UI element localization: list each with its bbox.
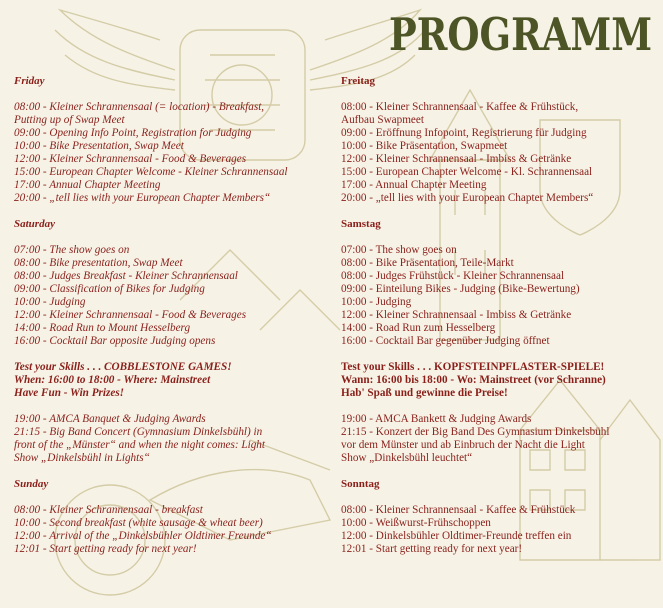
games-line: Have Fun - Win Prizes! <box>14 387 125 399</box>
list-item: 07:00 - The show goes on <box>14 244 130 256</box>
list-item: 10:00 - Second breakfast (white sausage & wheat beer) <box>14 517 263 529</box>
list-item: 10:00 - Weißwurst-Frühschoppen <box>341 517 491 529</box>
list-item: 08:00 - Judges Frühstück - Kleiner Schrannensaal <box>341 270 565 282</box>
list-item: 20:00 - „tell lies with your European Chapter Members“ <box>14 192 271 204</box>
list-item: Show „Dinkelsbühl leuchtet“ <box>341 452 473 464</box>
list-item: 08:00 - Kleiner Schrannensaal - Kaffee & Frühstück <box>341 504 576 516</box>
program-german <box>341 75 659 556</box>
list-item: 12:00 - Kleiner Schrannensaal - Imbiss & Getränke <box>341 309 572 321</box>
list-item: 09:00 - Eröffnung Infopoint, Registrierung für Judging <box>341 127 587 139</box>
list-item: 17:00 - Annual Chapter Meeting <box>14 179 161 191</box>
list-item: 08:00 - Kleiner Schrannensaal - Kaffee & Frühstück, <box>341 101 579 113</box>
list-item: 10:00 - Bike Presentation, Swap Meet <box>14 140 184 152</box>
list-item: 14:00 - Road Run to Mount Hesselberg <box>14 322 191 334</box>
list-item: 09:00 - Classification of Bikes for Judging <box>14 283 205 295</box>
list-item: vor dem Münster und ab Einbruch der Nacht die Light <box>341 439 585 451</box>
games-line: When: 16:00 to 18:00 - Where: Mainstreet <box>14 374 211 386</box>
day-heading-samstag: Samstag <box>341 218 381 230</box>
list-item: 19:00 - AMCA Bankett & Judging Awards <box>341 413 532 425</box>
list-item: 16:00 - Cocktail Bar gegenüber Judging öffnet <box>341 335 550 347</box>
program-english <box>14 75 329 556</box>
list-item: 12:00 - Arrival of the „Dinkelsbühler Oldtimer Freunde“ <box>14 530 272 542</box>
list-item: Show „Dinkelsbühl in Lights“ <box>14 452 150 464</box>
list-item: 12:00 - Kleiner Schrannensaal - Food & Beverages <box>14 153 247 165</box>
games-line: Wann: 16:00 bis 18:00 - Wo: Mainstreet (vor Schranne) <box>341 374 606 386</box>
list-item: 08:00 - Judges Breakfast - Kleiner Schrannensaal <box>14 270 238 282</box>
list-item: 12:00 - Dinkelsbühler Oldtimer-Freunde treffen ein <box>341 530 572 542</box>
day-heading-freitag: Freitag <box>341 75 376 87</box>
games-line: Test your Skills . . . COBBLESTONE GAMES! <box>14 361 232 373</box>
list-item: 08:00 - Bike presentation, Swap Meet <box>14 257 183 269</box>
list-item: 08:00 - Kleiner Schrannensaal (= location) - Breakfast, <box>14 101 265 113</box>
list-item: 08:00 - Kleiner Schrannensaal - breakfast <box>14 504 203 516</box>
day-heading-friday: Friday <box>14 75 45 87</box>
day-heading-sunday: Sunday <box>14 478 49 490</box>
list-item: 21:15 - Big Band Concert (Gymnasium Dinkelsbühl) in <box>14 426 263 438</box>
list-item: Putting up of Swap Meet <box>14 114 125 126</box>
list-item: 19:00 - AMCA Banquet & Judging Awards <box>14 413 206 425</box>
list-item: 17:00 - Annual Chapter Meeting <box>341 179 487 191</box>
list-item: 20:00 - „tell lies with your European Chapter Members“ <box>341 192 594 204</box>
list-item: 12:01 - Start getting ready for next year! <box>14 543 197 555</box>
list-item: 15:00 - European Chapter Welcome - Kl. Schrannensaal <box>341 166 593 178</box>
page-title: PROGRAMM <box>389 8 653 61</box>
day-heading-sonntag: Sonntag <box>341 478 380 490</box>
list-item: 08:00 - Bike Präsentation, Teile-Markt <box>341 257 514 269</box>
list-item: 10:00 - Judging <box>341 296 412 308</box>
list-item: Aufbau Swapmeet <box>341 114 424 126</box>
list-item: 10:00 - Judging <box>14 296 86 308</box>
list-item: 09:00 - Einteilung Bikes - Judging (Bike-Bewertung) <box>341 283 580 295</box>
list-item: 12:01 - Start getting ready for next year! <box>341 543 523 555</box>
list-item: 21:15 - Konzert der Big Band Des Gymnasium Dinkelsbühl <box>341 426 610 438</box>
games-line: Test your Skills . . . KOPFSTEINPFLASTER-SPIELE! <box>341 361 605 373</box>
list-item: 07:00 - The show goes on <box>341 244 457 256</box>
list-item: 09:00 - Opening Info Point, Registration for Judging <box>14 127 252 139</box>
games-line: Hab' Spaß und gewinne die Preise! <box>341 387 508 399</box>
list-item: 10:00 - Bike Präsentation, Swapmeet <box>341 140 508 152</box>
list-item: 16:00 - Cocktail Bar opposite Judging opens <box>14 335 216 347</box>
list-item: 12:00 - Kleiner Schrannensaal - Imbiss & Getränke <box>341 153 572 165</box>
list-item: 15:00 - European Chapter Welcome - Kleiner Schrannensaal <box>14 166 288 178</box>
day-heading-saturday: Saturday <box>14 218 55 230</box>
list-item: front of the „Münster“ and when the night comes: Light <box>14 439 265 451</box>
list-item: 12:00 - Kleiner Schrannensaal - Food & Beverages <box>14 309 247 321</box>
list-item: 14:00 - Road Run zum Hesselberg <box>341 322 496 334</box>
